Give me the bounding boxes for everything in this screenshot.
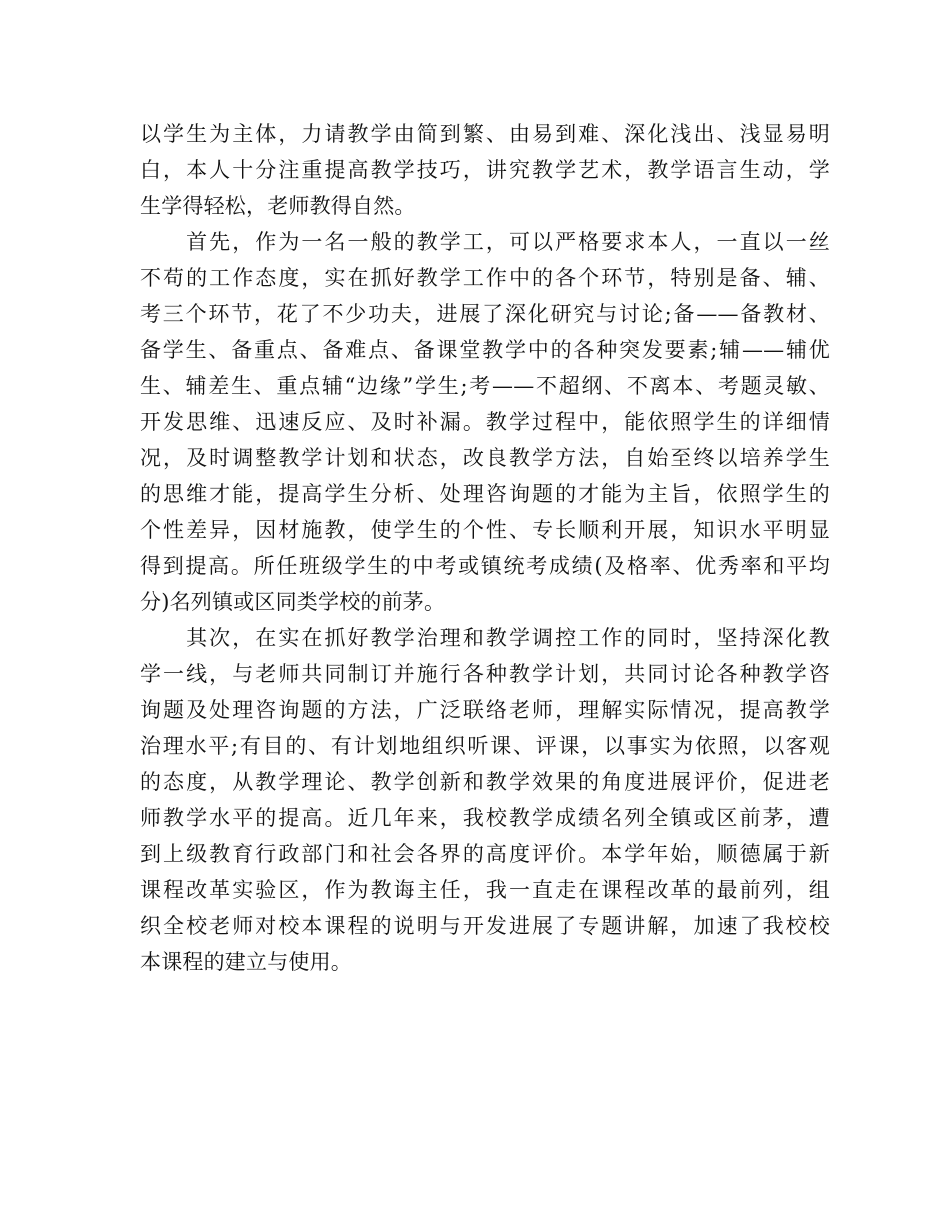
paragraph [140, 224, 830, 620]
text-line: 备学生、备重点、备难点、备课堂教学中的各种突发要素;辅——辅优 [140, 338, 830, 362]
text-line: 师教学水平的提高。近几年来，我校教学成绩名列全镇或区前茅，遭 [140, 806, 830, 830]
text-line: 询题及处理咨询题的方法，广泛联络老师，理解实际情况，提高教学 [140, 698, 830, 722]
text-line: 生、辅差生、重点辅“边缘”学生;考——不超纲、不离本、考题灵敏、 [140, 374, 830, 398]
text-line: 学一线，与老师共同制订并施行各种教学计划，共同讨论各种教学咨 [140, 662, 830, 686]
text-line: 其次，在实在抓好教学治理和教学调控工作的同时，坚持深化教 [140, 626, 830, 650]
text-line: 织全校老师对校本课程的说明与开发进展了专题讲解，加速了我校校 [140, 914, 830, 938]
text-line: 考三个环节，花了不少功夫，进展了深化研究与讨论;备——备教材、 [140, 302, 830, 326]
text-line: 到上级教育行政部门和社会各界的高度评价。本学年始，顺德属于新 [140, 842, 830, 866]
text-line: 个性差异，因材施教，使学生的个性、专长顺利开展，知识水平明显 [140, 518, 830, 542]
text-line: 白，本人十分注重提高教学技巧，讲究教学艺术，教学语言生动，学 [140, 158, 830, 182]
text-line: 开发思维、迅速反应、及时补漏。教学过程中，能依照学生的详细情 [140, 410, 830, 434]
text-line: 况，及时调整教学计划和状态，改良教学方法，自始至终以培养学生 [140, 446, 830, 470]
paragraph [140, 620, 830, 980]
text-line: 首先，作为一名一般的教学工，可以严格要求本人，一直以一丝 [140, 230, 830, 254]
text-line: 以学生为主体，力请教学由简到繁、由易到难、深化浅出、浅显易明 [140, 122, 830, 146]
text-line: 的态度，从教学理论、教学创新和教学效果的角度进展评价，促进老 [140, 770, 830, 794]
text-line: 的思维才能，提高学生分析、处理咨询题的才能为主旨，依照学生的 [140, 482, 830, 506]
text-line: 本课程的建立与使用。 [140, 950, 352, 974]
text-line: 生学得轻松，老师教得自然。 [140, 194, 416, 218]
paragraph [140, 116, 830, 224]
text-line: 分)名列镇或区同类学校的前茅。 [140, 590, 446, 614]
text-line: 治理水平;有目的、有计划地组织听课、评课，以事实为依照，以客观 [140, 734, 830, 758]
text-line: 课程改革实验区，作为教诲主任，我一直走在课程改革的最前列，组 [140, 878, 830, 902]
document-body [140, 116, 830, 980]
text-line: 得到提高。所任班级学生的中考或镇统考成绩(及格率、优秀率和平均 [140, 554, 830, 578]
text-line: 不苟的工作态度，实在抓好教学工作中的各个环节，特别是备、辅、 [140, 266, 830, 290]
